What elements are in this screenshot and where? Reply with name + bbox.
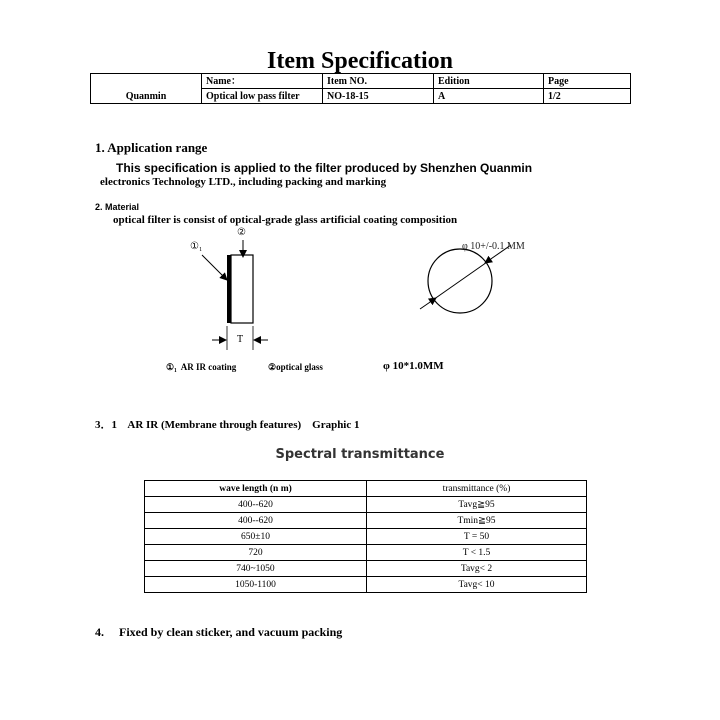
coating-label: ①₁ [190,241,203,252]
glass-label: ② [237,227,246,238]
glass-legend: ②optical glass [268,362,323,372]
section-2-text: optical filter is consist of optical-grade glass artificial coating composition [113,214,458,226]
name-value: Optical low pass filter [202,89,323,104]
diameter-arrow-lower [420,298,436,309]
edition-value: A [434,89,544,104]
table-cell: 720 [145,545,367,561]
table-row [145,513,587,529]
thickness-label: T [237,334,244,345]
section-1-line-2: electronics Technology LTD., including packing and marking [100,176,387,188]
table-header-row [145,481,587,497]
section-1-heading: 1. Application range [95,140,208,155]
table-row [145,497,587,513]
table-cell: 400--620 [145,513,367,529]
name-label: Name： [202,74,323,89]
page-label: Page [544,74,631,89]
table-cell: 740~1050 [145,561,367,577]
page-value: 1/2 [544,89,631,104]
column-header: transmittance (%) [367,481,587,497]
spectral-table [144,480,587,593]
coating-legend: ①₁ AR IR coating [166,362,237,372]
table-row [145,529,587,545]
table-cell: 1050-1100 [145,577,367,593]
section-2-heading: 2. Material [95,202,140,212]
coating-pointer [202,255,227,280]
table-cell: Tavg≧95 [367,497,587,513]
filter-size: φ 10*1.0MM [383,360,444,372]
diameter-label: φ 10+/-0.1 MM [462,241,525,252]
column-header: wave length (n m) [145,481,367,497]
table-row [145,545,587,561]
section-1-line-1: This specification is applied to the filter produced by Shenzhen Quanmin [116,161,533,175]
table-cell: 400--620 [145,497,367,513]
item-no-label: Item NO. [323,74,434,89]
glass-body [231,255,253,323]
table-cell: Tavg< 10 [367,577,587,593]
section-3-heading: 3．1 AR IR (Membrane through features) Graphic 1 [95,419,360,431]
table-row [145,561,587,577]
document-title: Item Specification [267,48,453,74]
table-cell: T < 1.5 [367,545,587,561]
item-no-value: NO-18-15 [323,89,434,104]
table-row [145,577,587,593]
spectral-table-title: Spectral transmittance [275,447,445,462]
table-cell: Tavg< 2 [367,561,587,577]
section-4-heading: 4. Fixed by clean sticker, and vacuum packing [95,625,343,639]
company-name: Quanmin [91,74,202,104]
table-cell: 650±10 [145,529,367,545]
table-cell: Tmin≧95 [367,513,587,529]
table-cell: T = 50 [367,529,587,545]
edition-label: Edition [434,74,544,89]
coating-layer [227,255,231,323]
